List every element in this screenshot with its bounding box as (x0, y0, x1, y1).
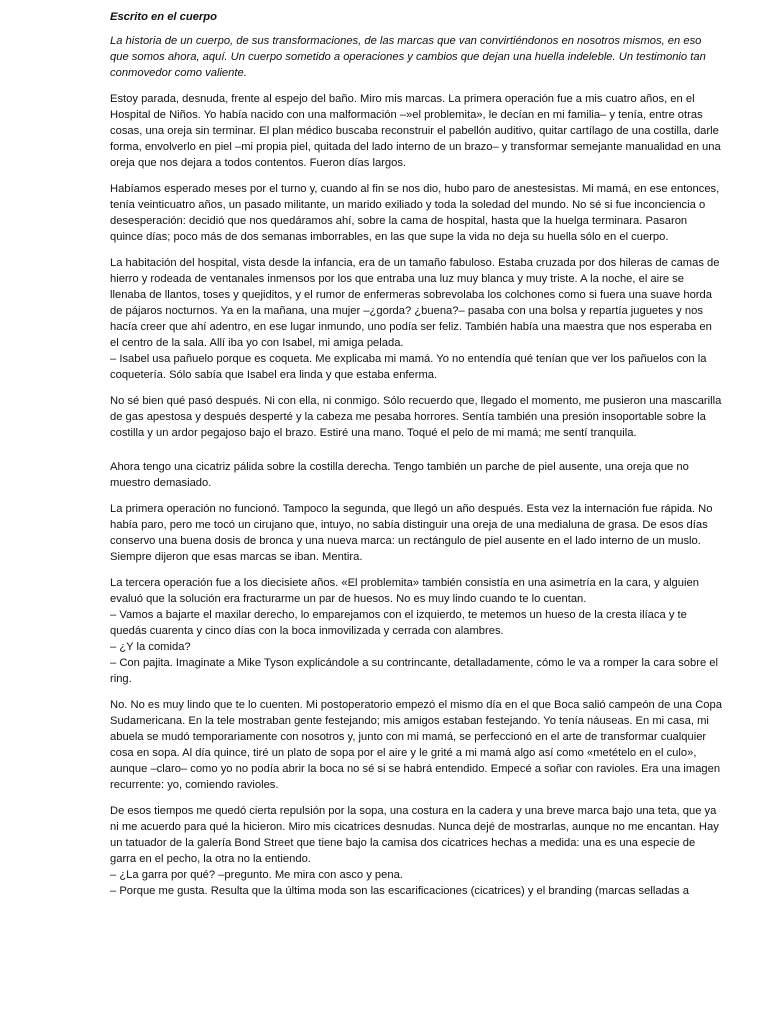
paragraph-line: Estoy parada, desnuda, frente al espejo del baño. Miro mis marcas. La primera operación fue a mis cuatro años, en el Hospital de Niños. Yo había nacido con una malformación –»el problemita», le decían en mi familia– y tenía, entre otras cosas, una oreja sin terminar. El plan médico buscaba reconstruir el pabellón auditivo, quitar cartílago de una costilla, darle forma, envolverlo en piel –mi propia piel, quitada del lado interno de un brazo– y transformar semejante manualidad en una oreja que nos dejara a todos contentos. Fueron días largos. (110, 93, 721, 169)
paragraph (110, 393, 722, 441)
paragraph (110, 803, 722, 899)
paragraph (110, 181, 722, 245)
paragraph-line: No sé bien qué pasó después. Ni con ella, ni conmigo. Sólo recuerdo que, llegado el momento, me pusieron una mascarilla de gas apestosa y después desperté y la cabeza me pesaba horrores. Sentía también una presión insoportable sobre la costilla y un ardor pegajoso bajo el brazo. Estiré una mano. Toqué el pelo de mi mamá; me sentí tranquila. (110, 395, 722, 439)
paragraph-line: – ¿La garra por qué? –pregunto. Me mira con asco y pena. (110, 869, 403, 881)
paragraph-line: La primera operación no funcionó. Tampoco la segunda, que llegó un año después. Esta vez la internación fue rápida. No había paro, pero me tocó un cirujano que, intuyo, no sabía distinguir una oreja de una medialuna de grasa. De esos días conservo una buena dosis de bronca y una nueva marca: un rectángulo de piel ausente en el lado interno de un muslo. Siempre dijeron que esas marcas se iban. Mentira. (110, 503, 713, 563)
paragraph (110, 697, 722, 793)
paragraph-line: – Con pajita. Imaginate a Mike Tyson explicándole a su contrincante, detalladamente, cómo le va a romper la cara sobre el ring. (110, 657, 718, 685)
paragraph (110, 91, 722, 171)
paragraph-line: – Isabel usa pañuelo porque es coqueta. Me explicaba mi mamá. Yo no entendía qué tenían que ver los pañuelos con la coquetería. Sólo sabía que Isabel era linda y que estaba enferma. (110, 353, 707, 381)
paragraph (110, 575, 722, 687)
paragraph-line: No. No es muy lindo que te lo cuenten. Mi postoperatorio empezó el mismo día en el que Boca salió campeón de una Copa Sudamericana. En la tele mostraban gente festejando; mis amigos estaban festejando. Yo tenía náuseas. En mi casa, mi abuela se mudó temporariamente con nosotros y, junto con mi mamá, se perfeccionó en el arte de transformar cualquier cosa en sopa. Al día quince, tiré un plato de sopa por el aire y le grité a mi mamá algo así como «metételo en el culo», aunque –claro– como yo no podía abrir la boca no sé si se habrá entendido. Empecé a soñar con ravioles. Era una imagen recurrente: yo, comiendo ravioles. (110, 699, 722, 791)
paragraph-line: De esos tiempos me quedó cierta repulsión por la sopa, una costura en la cadera y una breve marca bajo una teta, que ya ni me acuerdo para qué la hicieron. Miro mis cicatrices desnudas. Nunca dejé de mostrarlas, aunque no me encantan. Hay un tatuador de la galería Bond Street que tiene bajo la camisa dos cicatrices hechas a medida: una es una especie de garra en el pecho, la otra no la entiendo. (110, 805, 719, 865)
document-intro: La historia de un cuerpo, de sus transformaciones, de las marcas que van convirtiéndonos en nosotros mismos, en eso que somos ahora, aquí. Un cuerpo sometido a operaciones y cambios que dejan una huella indeleble. Un testimonio tan conmovedor como valiente. (110, 35, 706, 79)
paragraph-line: Habíamos esperado meses por el turno y, cuando al fin se nos dio, hubo paro de anestesistas. Mi mamá, en ese entonces, tenía veinticuatro años, un pasado militante, un marido exiliado y toda la soledad del mundo. No sé si fue inconciencia o desesperación: decidió que nos quedáramos ahí, sobre la cama de hospital, hasta que la huelga terminara. Pasaron quince días; poco más de dos semanas imborrables, en las que supe la vida no deja su huella sólo en el cuerpo. (110, 183, 720, 243)
paragraph-line: – Vamos a bajarte el maxilar derecho, lo emparejamos con el izquierdo, te metemos un hueso de la cresta ilíaca y te quedás cuarenta y cinco días con la boca inmovilizada y cerrada con alambres. (110, 609, 687, 637)
paragraph-line: – ¿Y la comida? (110, 641, 191, 653)
paragraph-line: Ahora tengo una cicatriz pálida sobre la costilla derecha. Tengo también un parche de piel ausente, una oreja que no muestro demasiado. (110, 461, 689, 489)
paragraph (110, 501, 722, 565)
paragraph (110, 459, 722, 491)
body-text (110, 91, 722, 899)
paragraph (110, 255, 722, 383)
document-title: Escrito en el cuerpo (110, 11, 217, 23)
paragraph-line: La habitación del hospital, vista desde la infancia, era de un tamaño fabuloso. Estaba cruzada por dos hileras de camas de hierro y rodeada de ventanales inmensos por los que entraba una luz muy blanca y muy triste. A la noche, el aire se llenaba de llantos, toses y quejiditos, y el rumor de enfermeras sobrevolaba los colchones como si fuera una suave horda de pájaros nocturnos. Ya en la mañana, una mujer –¿gorda? ¿buena?– pasaba con una bolsa y repartía juguetes y nos hacía creer que ahí adentro, en ese lugar inmundo, uno podía ser feliz. También había una maestra que nos esperaba en el centro de la sala. Allí iba yo con Isabel, mi amiga pelada. (110, 257, 720, 349)
paragraph-line: La tercera operación fue a los diecisiete años. «El problemita» también consistía en una asimetría en la cara, y alguien evaluó que la solución era fracturarme un par de huesos. No es muy lindo cuando te lo cuentan. (110, 577, 699, 605)
document-page (110, 9, 722, 909)
paragraph-line: – Porque me gusta. Resulta que la última moda son las escarificaciones (cicatrices) y el branding (marcas selladas a (110, 885, 689, 897)
